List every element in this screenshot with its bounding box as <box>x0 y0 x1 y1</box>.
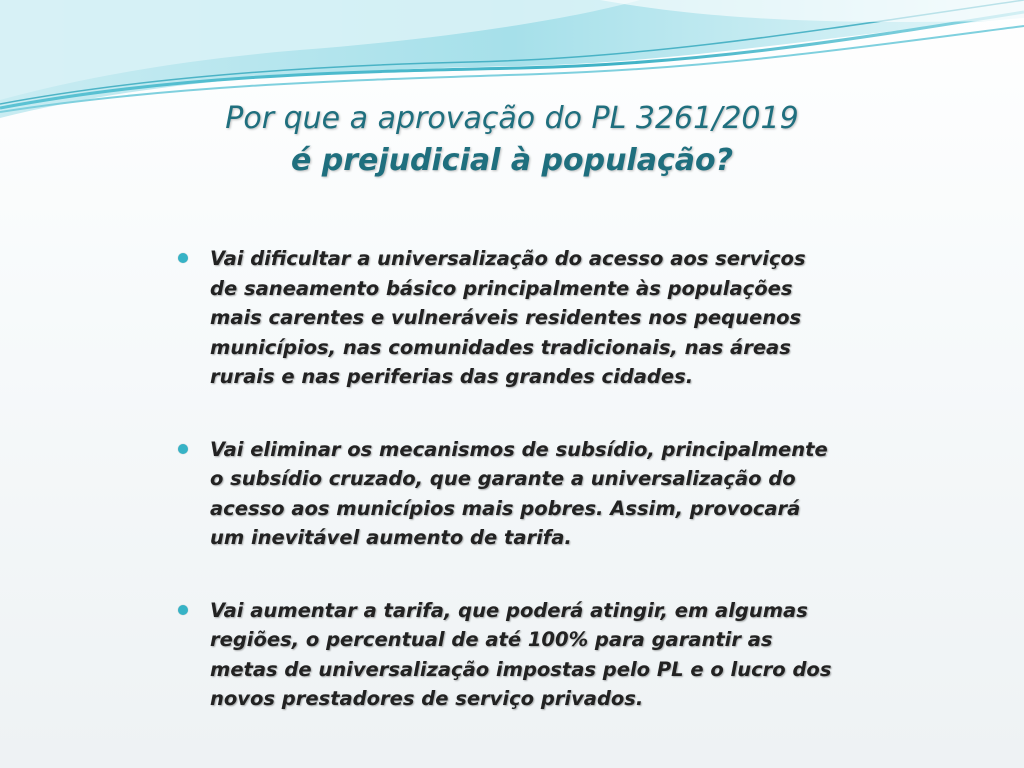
bullet-item <box>178 596 838 714</box>
bullet-item <box>178 435 838 553</box>
bullet-dot-icon <box>178 605 188 615</box>
bullet-text: Vai eliminar os mecanismos de subsídio, principalmente o subsídio cruzado, que garante a universalização do acesso aos municípios mais pobres. Assim, provocará um inevitável aumento de tarifa. <box>210 437 828 549</box>
bullet-text: Vai aumentar a tarifa, que poderá atingir, em algumas regiões, o percentual de até 100% para garantir as metas de universalização impostas pelo PL e o lucro dos novos prestadores de serviço privados. <box>210 598 832 710</box>
bullet-list <box>178 244 838 757</box>
bullet-item <box>178 244 838 392</box>
slide-title <box>0 98 1024 182</box>
title-line-1: Por que a aprovação do PL 3261/2019 <box>225 101 799 136</box>
bullet-dot-icon <box>178 444 188 454</box>
title-line-2: é prejudicial à população? <box>290 143 734 178</box>
bullet-text: Vai dificultar a universalização do acesso aos serviços de saneamento básico principalmente às populações mais carentes e vulneráveis residentes nos pequenos municípios, nas comunidades tradicionais, nas áreas rurais e nas periferias das grandes cidades. <box>210 247 806 388</box>
bullet-dot-icon <box>178 253 188 263</box>
